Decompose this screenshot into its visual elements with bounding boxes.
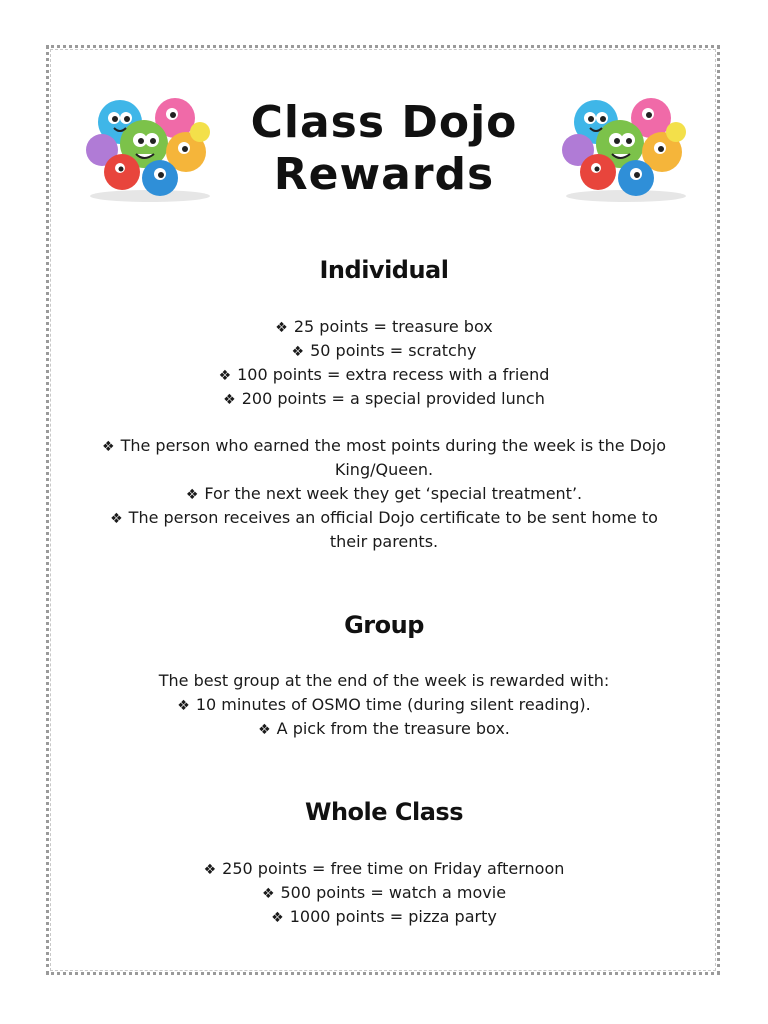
bullet-icon: ❖	[203, 862, 217, 878]
bullet-icon: ❖	[218, 368, 232, 384]
bullet-icon: ❖	[261, 886, 275, 902]
king-queen-note: ❖ The person who earned the most points during the week is the Dojo	[0, 434, 768, 459]
bullet-icon: ❖	[177, 698, 190, 714]
whole-class-reward-item: ❖ 250 points = free time on Friday afternoon	[0, 857, 768, 882]
bullet-icon: ❖	[110, 511, 123, 527]
individual-reward-item: ❖ 50 points = scratchy	[0, 339, 768, 364]
whole-class-heading: Whole Class	[304, 798, 463, 826]
certificate-note: ❖ The person receives an official Dojo certificate to be sent home to	[0, 506, 768, 531]
bullet-icon: ❖	[291, 344, 305, 360]
individual-reward-item: ❖ 25 points = treasure box	[0, 315, 768, 340]
page-title-line1: Class Dojo	[250, 97, 518, 148]
group-reward-item: ❖ 10 minutes of OSMO time (during silent reading).	[0, 693, 768, 718]
individual-reward-item: ❖ 200 points = a special provided lunch	[0, 387, 768, 412]
king-queen-note-continued: King/Queen.	[334, 460, 434, 479]
whole-class-reward-item: ❖ 1000 points = pizza party	[0, 905, 768, 930]
group-intro: The best group at the end of the week is rewarded with:	[158, 671, 610, 690]
individual-heading: Individual	[319, 256, 449, 284]
bullet-icon: ❖	[271, 910, 284, 926]
bullet-icon: ❖	[223, 392, 236, 408]
certificate-note-continued: their parents.	[329, 532, 439, 551]
whole-class-reward-item: ❖ 500 points = watch a movie	[0, 881, 768, 906]
group-heading: Group	[344, 611, 424, 639]
bullet-icon: ❖	[185, 487, 199, 503]
special-treatment-note: ❖ For the next week they get ‘special treatment’.	[0, 482, 768, 507]
individual-reward-item: ❖ 100 points = extra recess with a friend	[0, 363, 768, 388]
group-reward-item: ❖ A pick from the treasure box.	[0, 717, 768, 742]
bullet-icon: ❖	[102, 439, 115, 455]
page-title-line2: Rewards	[273, 149, 495, 200]
bullet-icon: ❖	[258, 722, 271, 738]
bullet-icon: ❖	[275, 320, 288, 336]
